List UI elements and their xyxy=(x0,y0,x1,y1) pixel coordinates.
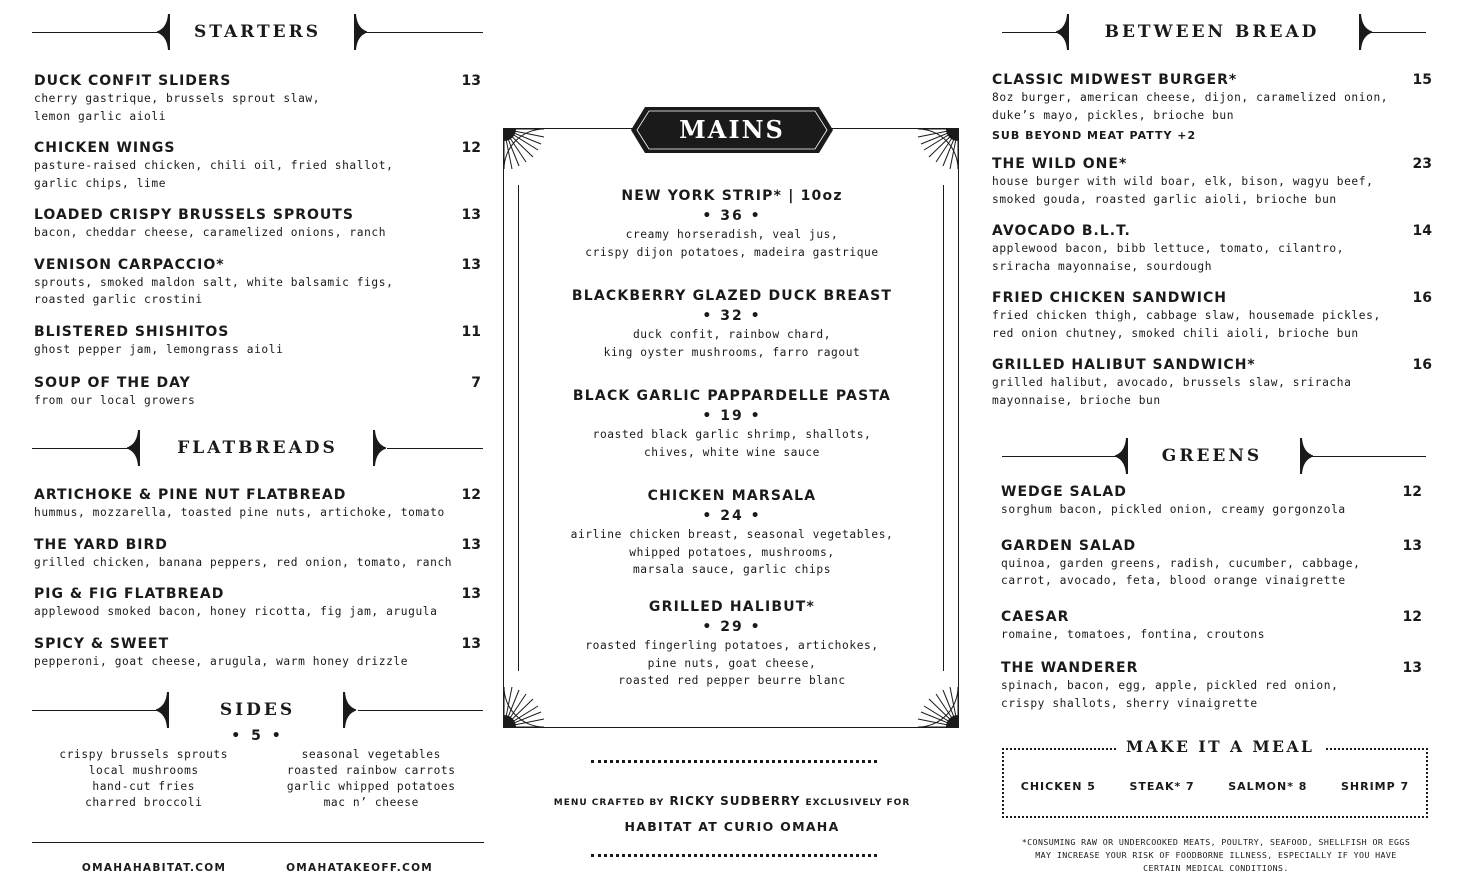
item-description xyxy=(1001,555,1426,590)
menu-item xyxy=(34,536,485,572)
flatbreads-list xyxy=(34,486,485,670)
description-line: house burger with wild boar, elk, bison, wagyu beef, xyxy=(992,175,1374,188)
side-item: mac n’ cheese xyxy=(323,796,419,809)
header-rule xyxy=(32,448,128,449)
menu-item xyxy=(34,585,485,621)
description-line: crispy dijon potatoes, madeira gastrique xyxy=(585,245,879,259)
corner-fan-icon xyxy=(504,685,546,727)
meal-option: SHRIMP 7 xyxy=(1340,780,1410,793)
item-price: 13 xyxy=(461,73,481,89)
flourish-icon xyxy=(127,430,141,466)
description-line: pepperoni, goat cheese, arugula, warm honey drizzle xyxy=(34,654,409,668)
greens-header xyxy=(988,434,1436,478)
item-name: FRIED CHICKEN SANDWICH xyxy=(992,290,1227,306)
description-line: marsala sauce, garlic chips xyxy=(632,563,832,576)
description-line: crispy shallots, sherry vinaigrette xyxy=(1001,696,1258,710)
main-item-price: • 24 • xyxy=(702,508,762,524)
main-item-description xyxy=(503,326,961,361)
menu-item xyxy=(992,356,1436,409)
item-name: THE YARD BIRD xyxy=(34,536,168,553)
item-description xyxy=(992,173,1436,208)
item-description xyxy=(34,341,485,359)
header-rule xyxy=(387,448,483,449)
item-description xyxy=(34,554,485,572)
item-price: 13 xyxy=(461,256,481,273)
description-line: whipped potatoes, mushrooms, xyxy=(629,545,835,559)
description-line: mayonnaise, brioche bun xyxy=(992,393,1161,407)
description-line: duke’s mayo, pickles, brioche bun xyxy=(992,108,1235,122)
item-price: 16 xyxy=(1412,290,1432,306)
meal-option: SALMON* 8 xyxy=(1228,780,1308,793)
item-price: 13 xyxy=(461,586,481,602)
item-name: SPICY & SWEET xyxy=(34,635,170,652)
flourish-icon xyxy=(342,692,356,728)
header-rule xyxy=(357,32,483,33)
menu-item xyxy=(1001,608,1426,644)
description-line: carrot, avocado, feta, blood orange vinaigrette xyxy=(1001,574,1346,587)
description-line: quinoa, garden greens, radish, cucumber, cabbage, xyxy=(1001,556,1361,570)
item-description xyxy=(34,90,485,125)
credit-chef: RICKY SUDBERRY xyxy=(669,794,801,808)
menu-credit xyxy=(503,794,961,808)
description-line: garlic chips, lime xyxy=(34,176,167,190)
disclaimer-line: *CONSUMING RAW OR UNDERCOOKED MEATS, POULTRY, SEAFOOD, SHELLFISH OR EGGS xyxy=(1021,837,1411,847)
item-description xyxy=(992,240,1436,275)
side-item: charred broccoli xyxy=(85,796,203,809)
item-price: 12 xyxy=(461,140,481,156)
item-name: DUCK CONFIT SLIDERS xyxy=(34,73,232,89)
header-rule xyxy=(1360,32,1426,33)
menu-item xyxy=(34,256,485,309)
make-it-a-meal-box xyxy=(1002,737,1428,818)
menu-item xyxy=(34,486,485,522)
item-price: 16 xyxy=(1412,357,1432,373)
item-price: 13 xyxy=(1402,660,1422,676)
meal-option: STEAK* 7 xyxy=(1129,780,1195,793)
main-item xyxy=(503,597,961,690)
item-price: 7 xyxy=(471,375,481,391)
disclaimer xyxy=(996,836,1436,875)
flourish-icon xyxy=(1115,438,1129,474)
description-line: airline chicken breast, seasonal vegetables, xyxy=(570,528,894,541)
dotted-divider xyxy=(591,854,877,857)
section-title: GREENS xyxy=(1161,446,1263,466)
description-line: hummus, mozzarella, toasted pine nuts, artichoke, tomato xyxy=(34,506,445,519)
menu-item xyxy=(34,206,485,242)
meal-options xyxy=(1004,780,1426,793)
main-item-description xyxy=(503,226,961,261)
item-extra: SUB BEYOND MEAT PATTY +2 xyxy=(992,129,1197,142)
menu-item xyxy=(1001,537,1426,590)
meal-option: CHICKEN 5 xyxy=(1020,780,1096,793)
flourish-icon xyxy=(1056,14,1070,50)
flourish-icon xyxy=(372,430,386,466)
item-description xyxy=(34,603,485,621)
main-item-name: BLACKBERRY GLAZED DUCK BREAST xyxy=(571,288,893,304)
description-line: sprouts, smoked maldon salt, white balsamic figs, xyxy=(34,275,394,289)
item-name: GRILLED HALIBUT SANDWICH* xyxy=(992,357,1256,373)
item-price: 15 xyxy=(1412,72,1432,88)
section-title: BETWEEN BREAD xyxy=(1104,22,1320,42)
description-line: 8oz burger, american cheese, dijon, caramelized onion, xyxy=(992,91,1389,104)
item-description xyxy=(1001,501,1426,519)
item-name: CAESAR xyxy=(1001,608,1070,625)
menu-item xyxy=(34,374,485,410)
item-price: 23 xyxy=(1412,156,1432,172)
main-item-description xyxy=(503,637,961,690)
item-description xyxy=(34,224,485,242)
item-description xyxy=(992,307,1436,342)
header-rule xyxy=(358,710,483,711)
description-line: creamy horseradish, veal jus, xyxy=(625,228,839,241)
mains-banner xyxy=(631,107,833,153)
item-name: AVOCADO B.L.T. xyxy=(992,223,1131,239)
description-line: grilled halibut, avocado, brussels slaw, sriracha xyxy=(992,376,1352,389)
description-line: sorghum bacon, pickled onion, creamy gorgonzola xyxy=(1001,503,1346,516)
menu-item xyxy=(34,72,485,125)
header-rule xyxy=(1002,456,1117,457)
item-name: THE WILD ONE* xyxy=(992,156,1128,172)
description-line: bacon, cheddar cheese, caramelized onions, ranch xyxy=(34,226,387,239)
main-item-price: • 29 • xyxy=(702,619,762,635)
footer-link[interactable]: OMAHATAKEOFF.COM xyxy=(286,862,434,874)
main-item xyxy=(503,286,961,361)
credit-prefix: MENU CRAFTED BY xyxy=(553,798,665,808)
menu-item xyxy=(992,222,1436,275)
description-line: duck confit, rainbow chard, xyxy=(632,328,832,341)
item-name: VENISON CARPACCIO* xyxy=(34,256,225,273)
header-rule xyxy=(1311,456,1426,457)
main-item-name: NEW YORK STRIP* | 10oz xyxy=(621,188,843,204)
greens-list xyxy=(1001,483,1426,712)
footer-links xyxy=(30,862,485,874)
item-name: BLISTERED SHISHITOS xyxy=(34,323,230,340)
section-title: STARTERS xyxy=(193,22,322,42)
side-item: roasted rainbow carrots xyxy=(286,764,456,777)
item-description xyxy=(34,653,485,671)
item-name: THE WANDERER xyxy=(1001,660,1139,676)
description-line: roasted fingerling potatoes, artichokes, xyxy=(585,639,879,652)
credit-venue: HABITAT AT CURIO OMAHA xyxy=(624,819,840,834)
header-rule xyxy=(32,710,157,711)
menu-item xyxy=(34,635,485,671)
sides-block xyxy=(30,728,485,809)
item-name: GARDEN SALAD xyxy=(1001,537,1137,554)
flourish-icon xyxy=(156,692,170,728)
item-name: PIG & FIG FLATBREAD xyxy=(34,586,225,602)
item-price: 13 xyxy=(461,207,481,223)
item-name: SOUP OF THE DAY xyxy=(34,375,191,391)
main-item-price: • 36 • xyxy=(702,208,762,224)
description-line: roasted red pepper beurre blanc xyxy=(618,674,846,687)
menu-item xyxy=(1001,659,1426,712)
main-item-description xyxy=(503,526,961,579)
description-line: applewood bacon, bibb lettuce, tomato, cilantro, xyxy=(992,242,1345,255)
main-item-name: CHICKEN MARSALA xyxy=(647,488,817,504)
side-item: garlic whipped potatoes xyxy=(286,780,456,793)
item-price: 12 xyxy=(1402,608,1422,625)
item-description xyxy=(34,274,485,309)
item-description xyxy=(34,392,485,410)
corner-fan-icon xyxy=(504,129,546,171)
flatbreads-header xyxy=(30,426,485,470)
description-line: ghost pepper jam, lemongrass aioli xyxy=(34,342,284,356)
footer-link[interactable]: OMAHAHABITAT.COM xyxy=(81,862,227,874)
menu-item xyxy=(34,323,485,359)
description-line: pine nuts, goat cheese, xyxy=(647,656,817,670)
item-name: CLASSIC MIDWEST BURGER* xyxy=(992,72,1238,88)
item-description xyxy=(34,157,485,192)
starters-list xyxy=(34,72,485,410)
item-price: 12 xyxy=(461,487,481,503)
main-item-description xyxy=(503,426,961,461)
description-line: chives, white wine sauce xyxy=(643,445,821,459)
header-rule xyxy=(32,32,158,33)
item-description xyxy=(992,374,1436,409)
description-line: lemon garlic aioli xyxy=(34,109,167,123)
between-bread-header xyxy=(988,10,1436,54)
meal-title: MAKE IT A MEAL xyxy=(1116,737,1324,756)
sides-price: • 5 • xyxy=(231,728,284,744)
starters-header xyxy=(30,10,485,54)
sides-header xyxy=(30,688,485,732)
menu-item xyxy=(992,71,1436,142)
description-line: applewood smoked bacon, honey ricotta, fig jam, arugula xyxy=(34,605,438,618)
item-name: ARTICHOKE & PINE NUT FLATBREAD xyxy=(34,487,347,503)
description-line: cherry gastrique, brussels sprout slaw, xyxy=(34,92,321,105)
main-item-name: GRILLED HALIBUT* xyxy=(648,599,816,615)
main-item xyxy=(503,186,961,261)
item-price: 12 xyxy=(1402,484,1422,500)
description-line: pasture-raised chicken, chili oil, fried shallot, xyxy=(34,159,394,172)
item-description xyxy=(1001,626,1426,644)
item-price: 14 xyxy=(1412,223,1432,239)
description-line: grilled chicken, banana peppers, red onion, tomato, ranch xyxy=(34,555,453,569)
menu-item xyxy=(34,139,485,192)
section-title: FLATBREADS xyxy=(177,438,338,458)
description-line: roasted garlic crostini xyxy=(34,293,203,306)
dotted-divider xyxy=(591,760,877,763)
description-line: spinach, bacon, egg, apple, pickled red onion, xyxy=(1001,679,1339,692)
flourish-icon xyxy=(157,14,171,50)
right-column xyxy=(988,0,1436,892)
item-name: LOADED CRISPY BRUSSELS SPROUTS xyxy=(34,207,354,223)
item-price: 13 xyxy=(461,536,481,553)
item-price: 13 xyxy=(461,635,481,652)
sides-grid xyxy=(30,748,485,809)
main-item-price: • 19 • xyxy=(702,408,762,424)
item-description xyxy=(992,89,1436,124)
description-line: romaine, tomatoes, fontina, croutons xyxy=(1001,627,1266,641)
main-item xyxy=(503,486,961,579)
disclaimer-line: CERTAIN MEDICAL CONDITIONS. xyxy=(1143,863,1289,873)
menu-item xyxy=(992,289,1436,342)
mains-title: MAINS xyxy=(679,115,785,144)
center-column xyxy=(503,0,961,892)
side-item: seasonal vegetables xyxy=(301,748,441,761)
side-item: hand-cut fries xyxy=(92,780,196,793)
side-item: crispy brussels sprouts xyxy=(59,748,229,761)
description-line: smoked gouda, roasted garlic aioli, brioche bun xyxy=(992,192,1337,206)
description-line: king oyster mushrooms, farro ragout xyxy=(603,345,861,359)
item-price: 13 xyxy=(1402,537,1422,554)
description-line: red onion chutney, smoked chili aioli, brioche bun xyxy=(992,326,1359,340)
item-price: 11 xyxy=(461,323,481,340)
main-item xyxy=(503,386,961,461)
description-line: sriracha mayonnaise, sourdough xyxy=(992,259,1213,273)
item-name: CHICKEN WINGS xyxy=(34,140,176,156)
menu-item xyxy=(1001,483,1426,519)
description-line: roasted black garlic shrimp, shallots, xyxy=(592,428,872,441)
menu-item xyxy=(992,155,1436,208)
main-item-name: BLACK GARLIC PAPPARDELLE PASTA xyxy=(572,388,892,404)
section-title: SIDES xyxy=(219,700,296,720)
description-line: from our local growers xyxy=(34,394,196,407)
main-item-price: • 32 • xyxy=(702,308,762,324)
credit-suffix: EXCLUSIVELY FOR xyxy=(805,798,911,808)
item-name: WEDGE SALAD xyxy=(1001,484,1127,500)
corner-fan-icon xyxy=(916,685,958,727)
description-line: fried chicken thigh, cabbage slaw, housemade pickles, xyxy=(992,309,1381,322)
side-item: local mushrooms xyxy=(88,764,199,777)
corner-fan-icon xyxy=(916,129,958,171)
item-description xyxy=(34,504,485,522)
between-bread-list xyxy=(992,71,1436,409)
disclaimer-line: MAY INCREASE YOUR RISK OF FOODBORNE ILLNESS, ESPECIALLY IF YOU HAVE xyxy=(1035,850,1397,860)
item-description xyxy=(1001,677,1426,712)
footer-rule xyxy=(32,842,484,843)
